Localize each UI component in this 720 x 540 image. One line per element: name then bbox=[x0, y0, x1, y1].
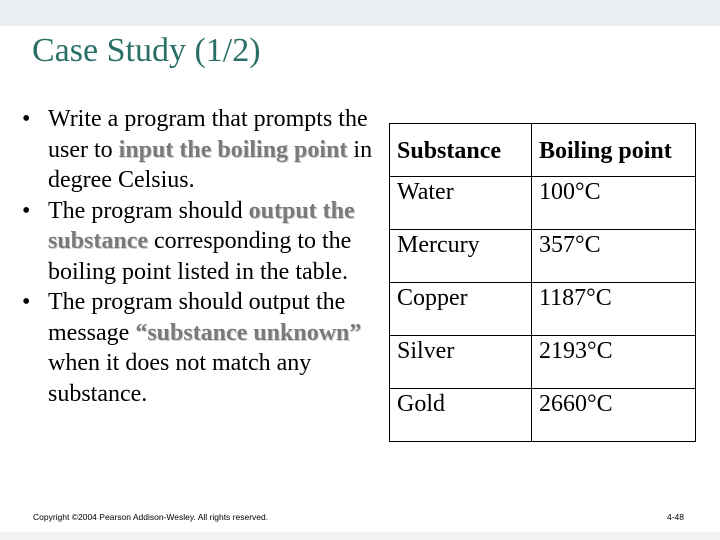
bullet-text: The program should output the message bbox=[48, 289, 346, 346]
bullet-text: The program should bbox=[48, 197, 249, 224]
substance-cell: Copper bbox=[390, 283, 532, 336]
bullet-text: Write a program that prompts the user to bbox=[48, 106, 368, 163]
boiling-point-cell: 357°C bbox=[532, 230, 696, 283]
boiling-point-cell: 2193°C bbox=[532, 336, 696, 389]
bullet-text: when it does not match any substance. bbox=[48, 350, 312, 407]
table-header-row bbox=[390, 124, 696, 177]
bullet-item bbox=[22, 104, 382, 196]
slide-title: Case Study (1/2) bbox=[32, 32, 261, 69]
bullet-dot: • bbox=[22, 106, 31, 132]
page-number: 4-48 bbox=[667, 512, 685, 522]
copyright-footer: Copyright ©2004 Pearson Addison-Wesley. All rights reserved. bbox=[33, 512, 269, 522]
bullet-dot: • bbox=[22, 197, 31, 224]
bullet-text: corresponding to the boiling point listed in the table. bbox=[48, 228, 352, 285]
substance-cell: Gold bbox=[390, 389, 532, 442]
bullet-item bbox=[22, 196, 382, 288]
column-header-substance: Substance bbox=[390, 124, 532, 177]
substance-cell: Mercury bbox=[390, 230, 532, 283]
bullet-text: in degree Celsius. bbox=[48, 136, 373, 193]
highlight-text: output the substance bbox=[48, 197, 355, 254]
table-row bbox=[390, 389, 696, 442]
boiling-point-cell: 100°C bbox=[532, 177, 696, 230]
bullet-item bbox=[22, 287, 382, 409]
top-decor-bar bbox=[0, 0, 720, 26]
table-row bbox=[390, 283, 696, 336]
boiling-point-table bbox=[389, 123, 696, 442]
substance-cell: Silver bbox=[390, 336, 532, 389]
bottom-decor-bar bbox=[0, 532, 720, 540]
boiling-point-cell: 2660°C bbox=[532, 389, 696, 442]
bullet-dot: • bbox=[22, 289, 31, 315]
highlight-text: input the boiling point bbox=[118, 136, 348, 163]
table-row bbox=[390, 177, 696, 230]
table-row bbox=[390, 230, 696, 283]
highlight-text: “substance unknown” bbox=[135, 319, 362, 346]
substance-cell: Water bbox=[390, 177, 532, 230]
table-row bbox=[390, 336, 696, 389]
bullet-list bbox=[22, 104, 382, 409]
boiling-point-cell: 1187°C bbox=[532, 283, 696, 336]
column-header-boiling-point: Boiling point bbox=[532, 124, 696, 177]
